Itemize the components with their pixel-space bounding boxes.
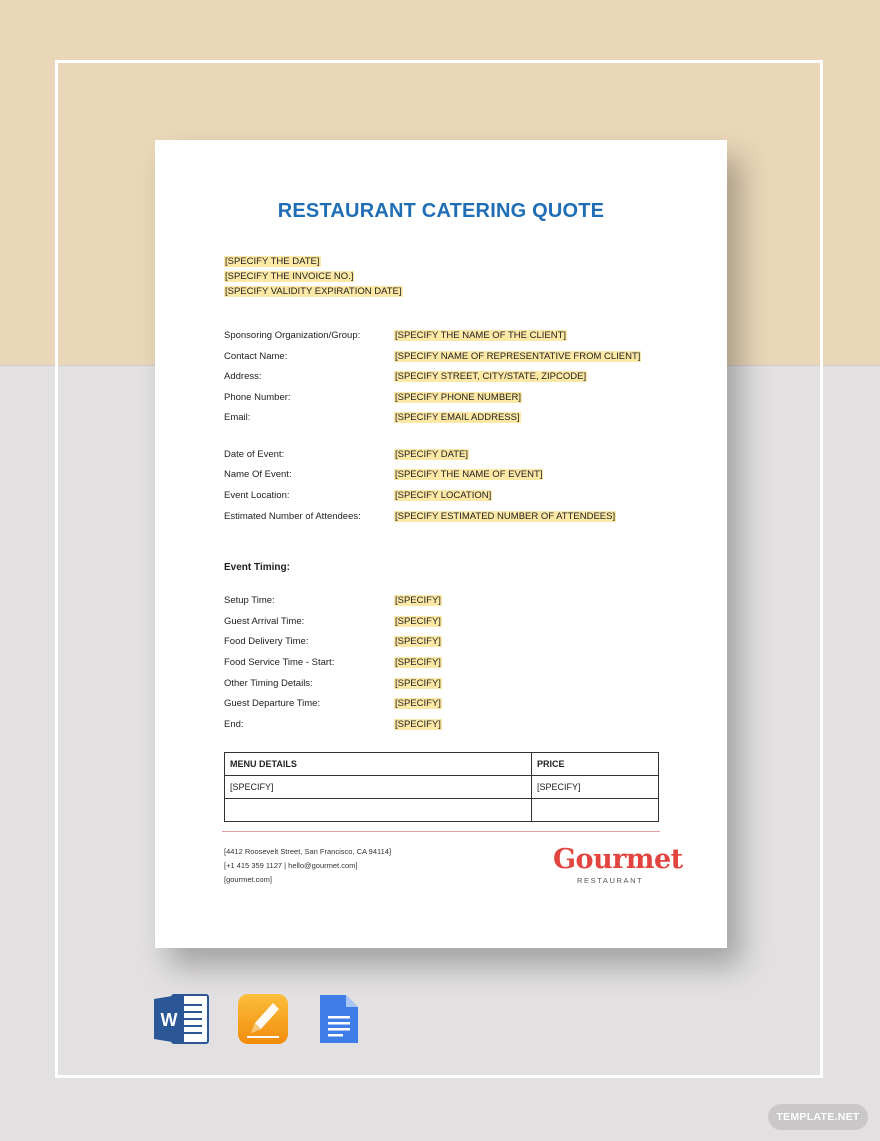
other-timing-value: [SPECIFY]: [395, 678, 441, 689]
guest-arrival-label: Guest Arrival Time:: [224, 616, 305, 627]
table-row: [225, 776, 659, 799]
event-location-value: [SPECIFY LOCATION]: [395, 490, 492, 501]
validity-field: [SPECIFY VALIDITY EXPIRATION DATE]: [225, 286, 402, 297]
date-field: [SPECIFY THE DATE]: [225, 256, 320, 267]
attendees-value: [SPECIFY ESTIMATED NUMBER OF ATTENDEES]: [395, 511, 616, 522]
address-label: Address:: [224, 371, 262, 382]
phone-value: [SPECIFY PHONE NUMBER]: [395, 392, 521, 403]
phone-label: Phone Number:: [224, 392, 291, 403]
email-label: Email:: [224, 412, 251, 423]
event-name-value: [SPECIFY THE NAME OF EVENT]: [395, 469, 543, 480]
event-location-label: Event Location:: [224, 490, 290, 501]
footer-address: [4412 Roosevelt Street, San Francisco, CA 94114]: [224, 847, 392, 856]
food-delivery-label: Food Delivery Time:: [224, 636, 309, 647]
end-label: End:: [224, 719, 244, 730]
end-value: [SPECIFY]: [395, 719, 441, 730]
word-letter: W: [160, 1010, 178, 1030]
table-header-row: [225, 753, 659, 776]
table-row: [225, 799, 659, 822]
menu-cell: [225, 799, 532, 822]
document-title: RESTAURANT CATERING QUOTE: [277, 200, 605, 222]
price-header: PRICE: [532, 753, 659, 776]
guest-departure-label: Guest Departure Time:: [224, 698, 321, 709]
attendees-label: Estimated Number of Attendees:: [224, 511, 361, 522]
footer-divider: [222, 831, 660, 832]
document-page: [155, 140, 727, 948]
invoice-field: [SPECIFY THE INVOICE NO.]: [225, 271, 354, 282]
address-value: [SPECIFY STREET, CITY/STATE, ZIPCODE]: [395, 371, 587, 382]
price-cell: [532, 799, 659, 822]
template-net-badge[interactable]: TEMPLATE.NET: [768, 1104, 868, 1130]
footer-website: [gourmet.com]: [224, 875, 272, 884]
email-value: [SPECIFY EMAIL ADDRESS]: [395, 412, 520, 423]
pages-icon[interactable]: [237, 993, 289, 1050]
client-label: Sponsoring Organization/Group:: [224, 330, 361, 341]
food-service-value: [SPECIFY]: [395, 657, 441, 668]
event-name-label: Name Of Event:: [224, 469, 292, 480]
other-timing-label: Other Timing Details:: [224, 678, 313, 689]
event-date-label: Date of Event:: [224, 449, 285, 460]
menu-cell: [SPECIFY]: [225, 776, 532, 799]
contact-value: [SPECIFY NAME OF REPRESENTATIVE FROM CLIENT]: [395, 351, 641, 362]
guest-departure-value: [SPECIFY]: [395, 698, 441, 709]
google-docs-icon[interactable]: [318, 993, 360, 1050]
guest-arrival-value: [SPECIFY]: [395, 616, 441, 627]
contact-label: Contact Name:: [224, 351, 288, 362]
food-delivery-value: [SPECIFY]: [395, 636, 441, 647]
word-icon[interactable]: [154, 993, 210, 1050]
event-timing-title: Event Timing:: [224, 562, 290, 573]
setup-time-label: Setup Time:: [224, 595, 275, 606]
gourmet-logo-subtitle: RESTAURANT: [577, 876, 644, 885]
menu-details-header: MENU DETAILS: [225, 753, 532, 776]
gourmet-logo: Gourmet: [553, 844, 683, 875]
event-date-value: [SPECIFY DATE]: [395, 449, 469, 460]
food-service-label: Food Service Time - Start:: [224, 657, 335, 668]
price-cell: [SPECIFY]: [532, 776, 659, 799]
menu-table: [224, 752, 659, 822]
footer-contact: [+1 415 359 1127 | hello@gourmet.com]: [224, 861, 358, 870]
client-value: [SPECIFY THE NAME OF THE CLIENT]: [395, 330, 567, 341]
setup-time-value: [SPECIFY]: [395, 595, 441, 606]
